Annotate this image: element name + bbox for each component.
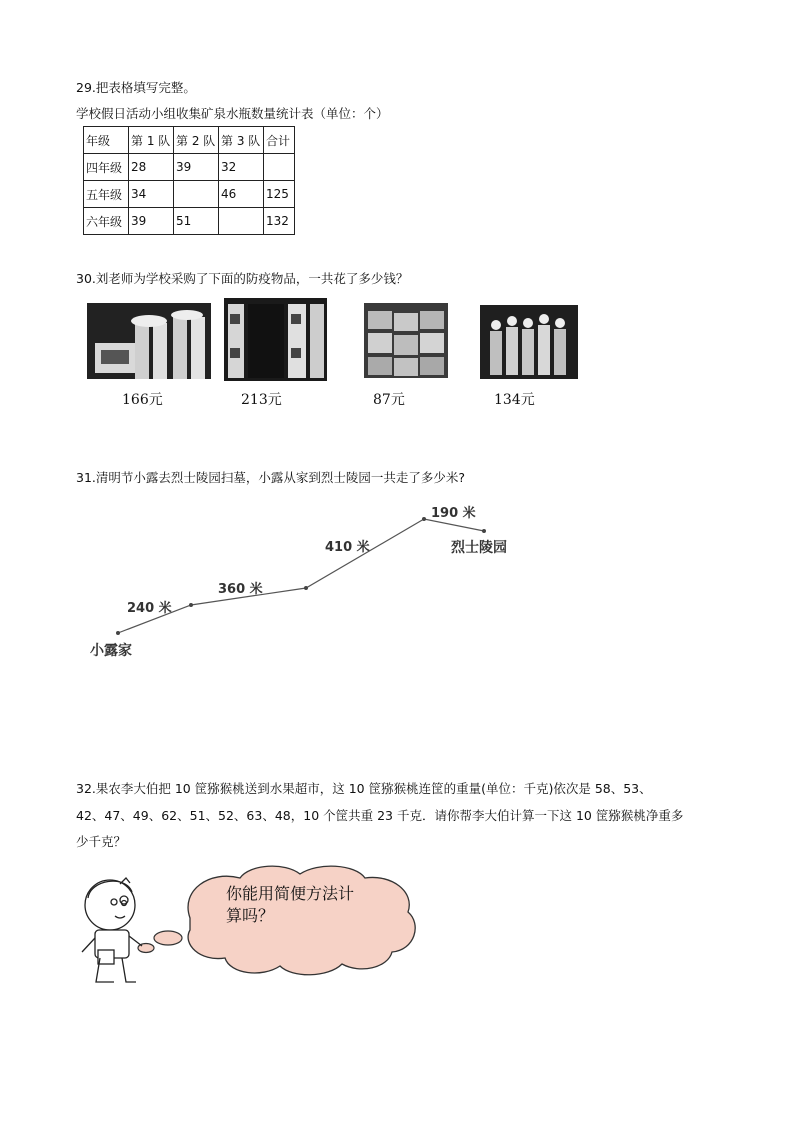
table-header-cell: 第 3 队 — [219, 127, 264, 154]
route-point — [422, 517, 426, 521]
q31-title: 31.清明节小露去烈士陵园扫墓，小露从家到烈士陵园一共走了多少米? — [76, 470, 466, 485]
segment-distance-label: 410 米 — [325, 540, 370, 555]
q32-text-line1: 32.果农李大伯把 10 筐猕猴桃送到水果超市，这 10 筐猕猴桃连筐的重量(单位：千克)依次是 58、53、 — [76, 781, 652, 796]
price-label: 87元 — [373, 392, 405, 408]
q30-title: 30.刘老师为学校采购了下面的防疫物品，一共花了多少钱？ — [76, 271, 409, 286]
table-cell: 125 — [264, 181, 295, 208]
segment-distance-label: 190 米 — [431, 506, 476, 521]
table-cell: 132 — [264, 208, 295, 235]
q32-text-line2: 42、47、49、62、51、52、63、48，10 个筐共重 23 千克．请你帮李大伯计算一下这 10 筐猕猴桃净重多 — [76, 808, 684, 823]
q29-title: 29.把表格填写完整。 — [76, 80, 196, 95]
table-header-cell: 合计 — [264, 127, 295, 154]
table-header-cell: 年级 — [84, 127, 129, 154]
route-point — [482, 529, 486, 533]
table-cell: 39 — [129, 208, 174, 235]
destination-label: 烈士陵园 — [451, 540, 507, 556]
route-point — [116, 631, 120, 635]
table-header-cell: 第 2 队 — [174, 127, 219, 154]
table-cell: 51 — [174, 208, 219, 235]
route-point — [304, 586, 308, 590]
table-cell: 46 — [219, 181, 264, 208]
price-label: 166元 — [122, 392, 163, 408]
segment-distance-label: 360 米 — [218, 582, 263, 597]
table-header-cell: 第 1 队 — [129, 127, 174, 154]
start-label: 小露家 — [90, 643, 132, 659]
price-label: 213元 — [241, 392, 282, 408]
table-cell: 39 — [174, 154, 219, 181]
segment-distance-label: 240 米 — [127, 601, 172, 616]
q32-text-line3: 少千克？ — [76, 834, 127, 849]
thinking-boy-illustration — [70, 860, 430, 995]
table-cell: 六年级 — [84, 208, 129, 235]
bubble-text-line2: 算吗？ — [226, 906, 275, 925]
q29-table-caption: 学校假日活动小组收集矿泉水瓶数量统计表（单位：个） — [76, 106, 389, 121]
table-cell: 五年级 — [84, 181, 129, 208]
route-line — [118, 519, 484, 633]
table-cell: 四年级 — [84, 154, 129, 181]
route-point — [189, 603, 193, 607]
table-cell: 28 — [129, 154, 174, 181]
table-cell: 34 — [129, 181, 174, 208]
table-cell: 32 — [219, 154, 264, 181]
price-label: 134元 — [494, 392, 535, 408]
bubble-text-line1: 你能用简便方法计 — [226, 884, 355, 903]
boy-character-icon — [82, 878, 142, 982]
